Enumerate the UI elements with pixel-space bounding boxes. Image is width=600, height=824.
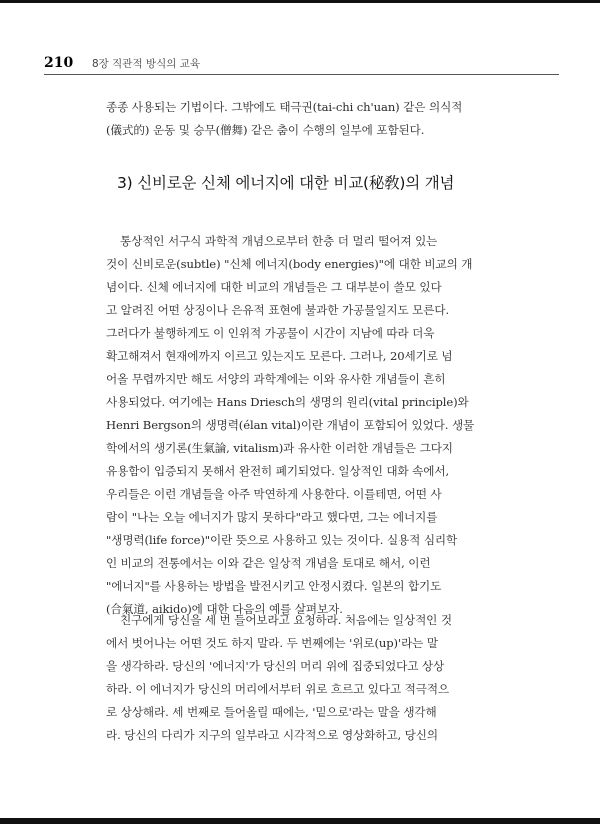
text-line: 유용함이 입증되지 못해서 완전히 폐기되었다. 일상적인 대화 속에서, xyxy=(106,464,450,478)
text-line: 통상적인 서구식 과학적 개념으로부터 한층 더 멀리 떨어져 있는 xyxy=(120,234,438,248)
text-line: 인 비교의 전통에서는 이와 같은 일상적 개념을 토대로 해서, 이런 xyxy=(106,556,431,570)
top-border xyxy=(0,0,600,3)
text-line: 람이 "나는 오늘 에너지가 많지 못하다"라고 했다면, 그는 에너지를 xyxy=(106,510,438,524)
text-line: 우리들은 이런 개념들을 아주 막연하게 사용한다. 이를테면, 어떤 사 xyxy=(106,487,442,501)
text-line: 어올 무렵까지만 해도 서양의 과학계에는 이와 유사한 개념들이 흔히 xyxy=(106,372,446,386)
bottom-border xyxy=(0,818,600,824)
intro-paragraph xyxy=(106,96,531,142)
text-line: 것이 신비로운(subtle) "신체 에너지(body energies)"에 대한 비교의 개 xyxy=(106,257,473,271)
text-line: Henri Bergson의 생명력(élan vital)이란 개념이 포함되어 있었다. 생물 xyxy=(106,418,475,432)
text-line: 에서 벗어나는 어떤 것도 하지 말라. 두 번째에는 '위로(up)'라는 말 xyxy=(106,636,438,650)
page-number: 210 xyxy=(44,55,74,71)
page-header xyxy=(44,52,559,75)
section-heading: 3) 신비로운 신체 에너지에 대한 비교(秘敎)의 개념 xyxy=(117,174,455,192)
text-line: 고 알려진 어떤 상징이나 은유적 표현에 불과한 가공물일지도 모른다. xyxy=(106,303,450,317)
text-line: 로 상상해라. 세 번째로 들어올릴 때에는, '밑으로'라는 말을 생각해 xyxy=(106,705,437,719)
text-line: 념이다. 신체 에너지에 대한 비교의 개념들은 그 대부분이 쓸모 있다 xyxy=(106,280,442,294)
text-line: 종종 사용되는 기법이다. 그밖에도 태극권(tai-chi ch'uan) 같은 의식적 xyxy=(106,100,463,114)
text-line: (儀式的) 운동 및 승무(僧舞) 같은 춤이 수행의 일부에 포함된다. xyxy=(106,123,425,137)
text-line: 확고해져서 현재에까지 이르고 있는지도 모른다. 그러나, 20세기로 넘 xyxy=(106,349,453,363)
text-line: 그러다가 불행하게도 이 인위적 가공물이 시간이 지남에 따라 더욱 xyxy=(106,326,435,340)
text-line: 친구에게 당신을 세 번 들어보라고 요청하라. 처음에는 일상적인 것 xyxy=(120,613,452,627)
text-line: 사용되었다. 여기에는 Hans Driesch의 생명의 원리(vital principle)와 xyxy=(106,395,469,409)
text-line: (合氣道, aikido)에 대한 다음의 예를 살펴보자. xyxy=(106,602,343,616)
text-line: 라. 당신의 다리가 지구의 일부라고 시각적으로 영상화하고, 당신의 xyxy=(106,728,438,742)
main-paragraph xyxy=(106,230,531,621)
text-line: "생명력(life force)"이란 뜻으로 사용하고 있는 것이다. 실용적 심리학 xyxy=(106,533,458,547)
text-line: "에너지"를 사용하는 방법을 발전시키고 안정시켰다. 일본의 합기도 xyxy=(106,579,442,593)
text-line: 을 생각하라. 당신의 '에너지'가 당신의 머리 위에 집중되었다고 상상 xyxy=(106,659,445,673)
text-line: 하라. 이 에너지가 당신의 머리에서부터 위로 흐르고 있다고 적극적으 xyxy=(106,682,450,696)
exercise-paragraph xyxy=(106,609,531,747)
chapter-title: 8장 직관적 방식의 교육 xyxy=(92,57,200,70)
text-line: 학에서의 생기론(生氣論, vitalism)과 유사한 이러한 개념들은 그다지 xyxy=(106,441,453,455)
